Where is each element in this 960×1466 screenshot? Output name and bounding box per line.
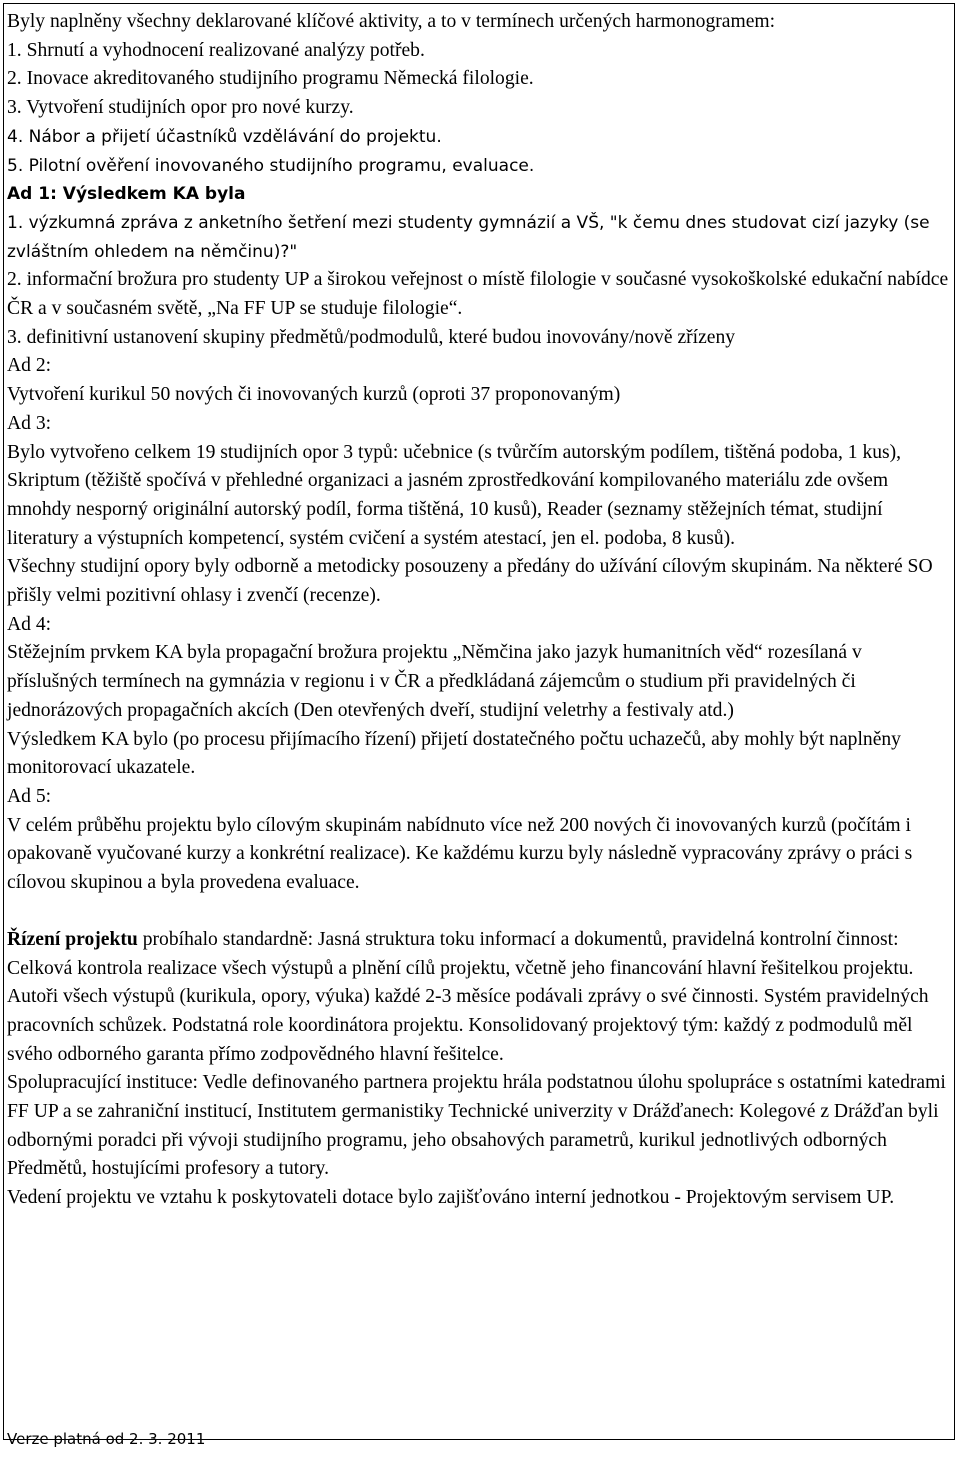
rizeni-bold-lead: Řízení projektu (7, 928, 138, 950)
ad3-text: Bylo vytvořeno celkem 19 studijních opor 3 typů: učebnice (s tvůrčím autorským podílem, tištěná podoba, 1 kus), Skriptum (těžiště spočívá v přehledné organizaci a jasném zprostředkování kompilovaného materiálu zde ovšem mnohdy nesporný originální autorský podíl, forma tištěná, 10 kusů), Reader (seznamy stěžejních témat, studijní literatury a výstupních kompetencí, systém cvičení a systém atestací, jen el. podoba, 8 kusů). (7, 441, 902, 549)
ad1-item-3: 3. definitivní ustanovení skupiny předmětů/podmodulů, které budou inovovány/nově zřízeny (7, 326, 736, 348)
ad2-text: Vytvoření kurikul 50 nových či inovovaných kurzů (oproti 37 proponovaným) (7, 384, 621, 406)
ad5-text: V celém průběhu projektu bylo cílovým skupinám nabídnuto více než 200 nových či inovovaných kurzů (počítám i opakovaně vyučované kurzy a konkrétní realizace). Ke každému kurzu byly následně vypracovány zprávy o práci s cílovou skupinou a byla provedena evaluace. (7, 814, 913, 894)
intro-item-1: 1. Shrnutí a vyhodnocení realizované analýzy potřeb. (7, 39, 425, 61)
intro-item-5: 5. Pilotní ověření inovovaného studijního programu, evaluace. (7, 155, 535, 176)
document-body (7, 8, 952, 1213)
ad1-item-1: 1. výzkumná zpráva z anketního šetření mezi studenty gymnázií a VŠ, "k čemu dnes studovat cizí jazyky (se zvláštním ohledem na němčinu)?" (7, 212, 930, 262)
vedeni-paragraph: Vedení projektu ve vztahu k poskytovateli dotace bylo zajišťováno interní jednotkou - Projektovým servisem UP. (7, 1187, 895, 1209)
section-gap (7, 898, 952, 926)
ad3-heading: Ad 3: (7, 412, 52, 434)
spoluprace-paragraph: Spolupracující instituce: Vedle definovaného partnera projektu hrála podstatnou úlohu spolupráce s ostatními katedrami FF UP a se zahraniční institucí, Institutem germanistiky Technické univerzity v Drážďanech: Kolegové z Drážďan byli odbornými poradci při vývoji studijního programu, jeho obsahových parametrů, kurikul jednotlivých odborných Předmětů, hostujícími profesory a tutory. (7, 1072, 946, 1180)
intro-item-2: 2. Inovace akreditovaného studijního programu Německá filologie. (7, 68, 534, 90)
intro-item-3: 3. Vytvoření studijních opor pro nové kurzy. (7, 97, 354, 119)
version-footer: Verze platná od 2. 3. 2011 (7, 1430, 206, 1448)
ad2-heading: Ad 2: (7, 355, 52, 377)
intro-lead: Byly naplněny všechny deklarované klíčové aktivity, a to v termínech určených harmonogramem: (7, 11, 776, 32)
ad4-text-2: Výsledkem KA bylo (po procesu přijímacího řízení) přijetí dostatečného počtu uchazečů, aby mohly být naplněny monitorovací ukazatele. (7, 728, 901, 779)
rizeni-text: probíhalo standardně: Jasná struktura toku informací a dokumentů, pravidelná kontrolní činnost: Celková kontrola realizace všech výstupů a plnění cílů projektu, včetně jeho financování hlavní řešitelkou projektu. Autoři všech výstupů (kurikula, opory, výuka) každé 2-3 měsíce podávali zprávy o své činnosti. Systém pravidelných pracovních schůzek. Podstatná role koordinátora projektu. Konsolidovaný projektový tým: každý z podmodulů měl svého odborného garanta přímo zodpovědného hlavní řešitelce. (7, 928, 929, 1065)
ad4-text: Stěžejním prvkem KA byla propagační brožura projektu „Němčina jako jazyk humanitních věd“ rozesílaná v příslušných termínech na gymnázia v regionu i v ČR a předkládaná zájemcům o studium při pravidelných či jednorázových propagačních akcích (Den otevřených dveří, studijní veletrhy a festivaly atd.) (7, 642, 862, 721)
intro-item-4: 4. Nábor a přijetí účastníků vzdělávání do projektu. (7, 126, 442, 147)
ad3-text-2: Všechny studijní opory byly odborně a metodicky posouzeny a předány do užívání cílovým skupinám. Na některé SO přišly velmi pozitivní ohlasy i zvenčí (recenze). (7, 556, 933, 607)
ad4-heading: Ad 4: (7, 613, 52, 635)
ad1-item-2: 2. informační brožura pro studenty UP a širokou veřejnost o místě filologie v současné vysokoškolské edukační nabídce ČR a v současném světě, „Na FF UP se studuje filologie“. (7, 269, 949, 320)
ad1-heading: Ad 1: Výsledkem KA byla (7, 184, 246, 205)
rizeni-paragraph (7, 926, 952, 1070)
ad5-heading: Ad 5: (7, 785, 52, 807)
